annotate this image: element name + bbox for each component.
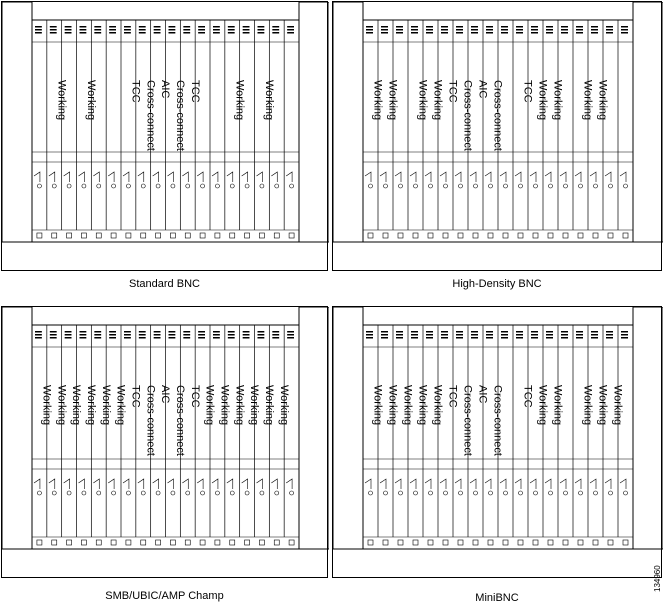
led-indicator [516,331,523,333]
led-indicator [287,32,294,34]
led-indicator [441,26,448,28]
led-indicator [516,337,523,339]
led-indicator [531,26,538,28]
slot-label: Cross-connect [461,385,474,456]
led-indicator [366,29,373,31]
led-indicator [213,334,220,336]
led-indicator [606,29,613,31]
led-indicator [441,331,448,333]
shelf-diagram-minibnc [333,307,663,579]
led-indicator [381,331,388,333]
led-indicator [80,331,87,333]
led-indicator [80,29,87,31]
led-indicator [65,26,72,28]
led-indicator [50,29,57,31]
led-indicator [366,337,373,339]
led-indicator [621,26,628,28]
led-indicator [576,29,583,31]
led-indicator [243,26,250,28]
label-minibnc: MiniBNC [475,592,519,604]
led-indicator [109,337,116,339]
led-indicator [50,334,57,336]
led-indicator [441,334,448,336]
led-indicator [561,29,568,31]
led-indicator [35,337,42,339]
led-indicator [287,29,294,31]
left-bracket [333,307,363,549]
led-indicator [272,331,279,333]
led-indicator [50,26,57,28]
led-indicator [94,337,101,339]
led-indicator [486,26,493,28]
led-indicator [198,331,205,333]
led-indicator [501,334,508,336]
led-indicator [154,331,161,333]
led-indicator [124,331,131,333]
led-indicator [426,331,433,333]
right-bracket [299,2,329,242]
led-indicator [546,331,553,333]
led-indicator [486,29,493,31]
led-indicator [65,331,72,333]
led-indicator [396,29,403,31]
led-indicator [366,32,373,34]
led-indicator [50,331,57,333]
led-indicator [213,26,220,28]
slot-label: Cross-connect [173,385,186,456]
led-indicator [124,26,131,28]
led-indicator [501,32,508,34]
slot-label: Working [84,80,97,121]
slot-label: Working [551,385,564,426]
slot-label: Working [277,385,290,426]
led-indicator [606,26,613,28]
led-indicator [606,334,613,336]
led-indicator [591,26,598,28]
led-indicator [531,29,538,31]
slot-label: Working [371,80,384,121]
led-indicator [516,26,523,28]
led-indicator [456,26,463,28]
led-indicator [109,29,116,31]
led-indicator [287,331,294,333]
led-indicator [411,334,418,336]
led-indicator [94,334,101,336]
led-indicator [287,334,294,336]
led-indicator [124,32,131,34]
led-indicator [94,29,101,31]
led-indicator [80,337,87,339]
led-indicator [258,26,265,28]
led-indicator [258,32,265,34]
led-indicator [456,331,463,333]
led-indicator [426,26,433,28]
slot-label: Working [386,385,399,426]
slot-label: Cross-connect [144,385,157,456]
led-indicator [94,331,101,333]
led-indicator [154,334,161,336]
led-indicator [576,334,583,336]
led-indicator [228,331,235,333]
led-indicator [621,29,628,31]
led-indicator [576,331,583,333]
led-indicator [426,337,433,339]
shelf-diagram-smb-ubic-amp-champ [2,307,329,579]
slot-label: Working [536,80,549,121]
led-indicator [576,26,583,28]
led-indicator [456,337,463,339]
slot-label: TCC [129,80,142,103]
led-indicator [169,337,176,339]
slot-label: TCC [188,80,201,103]
led-indicator [486,32,493,34]
led-indicator [183,32,190,34]
slot-label: Cross-connect [144,80,157,151]
slot-label: Cross-connect [491,385,504,456]
led-indicator [426,32,433,34]
led-indicator [154,32,161,34]
slot-label: AIC [159,385,172,404]
led-indicator [546,32,553,34]
led-indicator [471,32,478,34]
led-indicator [35,29,42,31]
left-bracket [2,307,32,549]
slot-label: Working [218,385,231,426]
led-indicator [65,29,72,31]
slot-label: TCC [446,385,459,408]
slot-label: Cross-connect [461,80,474,151]
led-indicator [396,334,403,336]
led-indicator [287,26,294,28]
slot-label: Working [416,80,429,121]
led-indicator [366,331,373,333]
led-indicator [381,337,388,339]
led-indicator [411,32,418,34]
led-indicator [169,32,176,34]
slot-label: Working [416,385,429,426]
led-indicator [198,334,205,336]
led-indicator [272,337,279,339]
slot-label: Working [262,80,275,121]
led-indicator [561,331,568,333]
led-indicator [546,26,553,28]
led-indicator [441,32,448,34]
led-indicator [65,334,72,336]
led-indicator [228,337,235,339]
slot-label: AIC [159,80,172,99]
led-indicator [531,32,538,34]
led-indicator [561,26,568,28]
led-indicator [486,331,493,333]
slot-label: Working [431,385,444,426]
led-indicator [243,29,250,31]
led-indicator [516,334,523,336]
panel-high-density-bnc [332,1,662,271]
led-indicator [441,29,448,31]
led-indicator [139,331,146,333]
led-indicator [396,337,403,339]
led-indicator [486,337,493,339]
led-indicator [94,26,101,28]
panel-minibnc [332,306,662,578]
slot-label: Working [386,80,399,121]
led-indicator [183,337,190,339]
panel-smb-ubic-amp-champ [1,306,328,578]
slot-label: Working [401,385,414,426]
led-indicator [139,334,146,336]
led-indicator [456,334,463,336]
led-indicator [546,337,553,339]
led-indicator [139,26,146,28]
led-indicator [109,26,116,28]
led-indicator [80,334,87,336]
led-indicator [183,334,190,336]
led-indicator [139,29,146,31]
led-indicator [198,26,205,28]
slot-label: TCC [129,385,142,408]
led-indicator [531,331,538,333]
led-indicator [169,331,176,333]
led-indicator [426,334,433,336]
figure-number: 134960 [653,565,662,592]
led-indicator [183,29,190,31]
led-indicator [471,29,478,31]
led-indicator [621,334,628,336]
led-indicator [381,29,388,31]
slot-label: Working [596,80,609,121]
slot-label: Working [581,385,594,426]
led-indicator [471,334,478,336]
slot-label: Working [371,385,384,426]
label-standard-bnc: Standard BNC [129,278,200,290]
led-indicator [272,334,279,336]
led-indicator [183,26,190,28]
led-indicator [35,26,42,28]
led-indicator [591,29,598,31]
led-indicator [561,337,568,339]
led-indicator [228,29,235,31]
slot-label: Working [596,385,609,426]
led-indicator [516,32,523,34]
led-indicator [228,334,235,336]
led-indicator [154,337,161,339]
led-indicator [531,337,538,339]
led-indicator [80,26,87,28]
right-bracket [299,307,329,549]
led-indicator [228,32,235,34]
led-indicator [198,29,205,31]
led-indicator [213,337,220,339]
slot-label: Working [84,385,97,426]
led-indicator [258,29,265,31]
label-smb-ubic-amp-champ: SMB/UBIC/AMP Champ [105,590,224,602]
led-indicator [471,331,478,333]
led-indicator [576,32,583,34]
led-indicator [124,29,131,31]
led-indicator [366,334,373,336]
led-indicator [169,334,176,336]
led-indicator [198,337,205,339]
slot-label: Working [70,385,83,426]
led-indicator [366,26,373,28]
slot-label: Working [551,80,564,121]
led-indicator [606,32,613,34]
led-indicator [516,29,523,31]
led-indicator [139,337,146,339]
led-indicator [272,32,279,34]
led-indicator [546,29,553,31]
led-indicator [65,32,72,34]
led-indicator [35,32,42,34]
led-indicator [411,337,418,339]
led-indicator [109,334,116,336]
led-indicator [531,334,538,336]
slot-label: Working [203,385,216,426]
slot-label: Working [114,385,127,426]
led-indicator [501,26,508,28]
led-indicator [213,331,220,333]
led-indicator [381,32,388,34]
led-indicator [456,29,463,31]
led-indicator [501,337,508,339]
led-indicator [591,334,598,336]
led-indicator [243,337,250,339]
slot-label: AIC [476,385,489,404]
led-indicator [228,26,235,28]
led-indicator [456,32,463,34]
led-indicator [591,337,598,339]
slot-label: Working [431,80,444,121]
slot-label: AIC [476,80,489,99]
led-indicator [606,337,613,339]
led-indicator [381,334,388,336]
led-indicator [258,334,265,336]
led-indicator [124,337,131,339]
led-indicator [154,26,161,28]
led-indicator [183,331,190,333]
led-indicator [272,26,279,28]
shelf-diagram-standard-bnc [2,2,329,272]
led-indicator [243,32,250,34]
led-indicator [381,26,388,28]
led-indicator [94,32,101,34]
led-indicator [243,331,250,333]
slot-label: TCC [521,385,534,408]
led-indicator [213,29,220,31]
led-indicator [139,32,146,34]
slot-label: Working [248,385,261,426]
led-indicator [258,331,265,333]
led-indicator [109,32,116,34]
led-indicator [109,331,116,333]
led-indicator [411,331,418,333]
slot-label: Cross-connect [173,80,186,151]
slot-label: Working [99,385,112,426]
led-indicator [471,337,478,339]
label-high-density-bnc: High-Density BNC [452,278,542,290]
panel-standard-bnc [1,1,328,271]
led-indicator [213,32,220,34]
led-indicator [561,334,568,336]
led-indicator [50,337,57,339]
slot-label: Cross-connect [491,80,504,151]
led-indicator [65,337,72,339]
led-indicator [561,32,568,34]
led-indicator [154,29,161,31]
led-indicator [621,32,628,34]
led-indicator [546,334,553,336]
slot-label: Working [262,385,275,426]
led-indicator [606,331,613,333]
slot-label: TCC [188,385,201,408]
led-indicator [50,32,57,34]
led-indicator [258,337,265,339]
led-indicator [441,337,448,339]
led-indicator [35,331,42,333]
slot-label: Working [581,80,594,121]
led-indicator [169,29,176,31]
led-indicator [287,337,294,339]
led-indicator [501,331,508,333]
shelf-diagram-high-density-bnc [333,2,663,272]
led-indicator [396,331,403,333]
slot-label: TCC [446,80,459,103]
slot-label: Working [55,385,68,426]
led-indicator [426,29,433,31]
led-indicator [411,29,418,31]
led-indicator [621,337,628,339]
slot-label: Working [536,385,549,426]
right-bracket [633,2,663,242]
led-indicator [169,26,176,28]
led-indicator [591,331,598,333]
led-indicator [198,32,205,34]
led-indicator [124,334,131,336]
led-indicator [576,337,583,339]
slot-label: Working [233,385,246,426]
right-bracket [633,307,663,549]
left-bracket [2,2,32,242]
led-indicator [272,29,279,31]
led-indicator [80,32,87,34]
led-indicator [501,29,508,31]
slot-label: TCC [521,80,534,103]
led-indicator [411,26,418,28]
led-indicator [471,26,478,28]
slot-label: Working [233,80,246,121]
left-bracket [333,2,363,242]
led-indicator [621,331,628,333]
led-indicator [396,32,403,34]
led-indicator [591,32,598,34]
led-indicator [396,26,403,28]
led-indicator [35,334,42,336]
led-indicator [243,334,250,336]
led-indicator [486,334,493,336]
slot-label: Working [55,80,68,121]
slot-label: Working [40,385,53,426]
slot-label: Working [611,385,624,426]
